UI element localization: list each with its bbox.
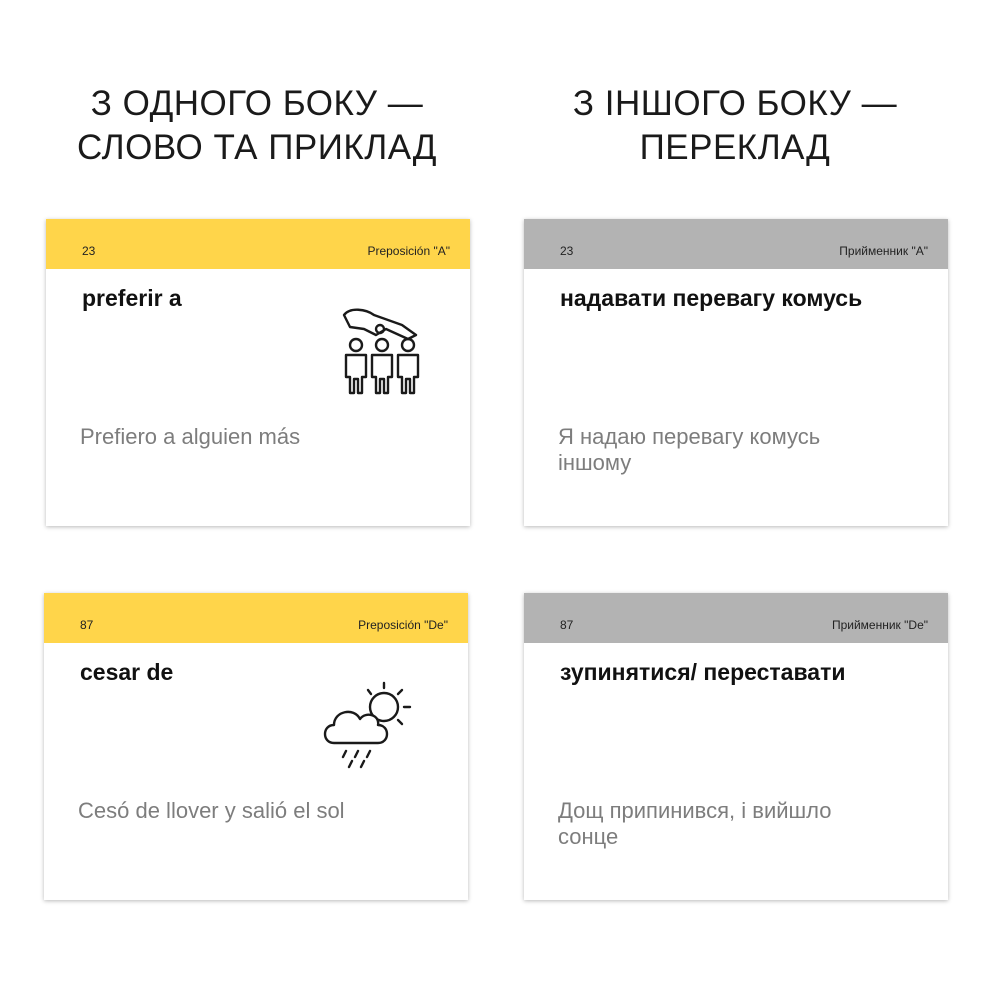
card-category: Preposición "A"	[367, 244, 450, 258]
flashcard-back-preferir	[524, 219, 948, 526]
card-word: зупинятися/ переставати	[560, 659, 846, 685]
sun-cloud-rain-icon	[318, 677, 422, 777]
flashcard-back-cesar	[524, 593, 948, 900]
people-carrying-person-icon	[336, 305, 428, 395]
card-category: Прийменник "А"	[839, 244, 928, 258]
card-number: 23	[560, 244, 574, 258]
heading-line: З ІНШОГО БОКУ —	[572, 84, 898, 123]
card-example: Дощ припинився, і вийшло сонце	[558, 798, 832, 849]
heading-word-side	[42, 82, 472, 170]
card-category: Прийменник "De"	[831, 618, 928, 632]
card-word: preferir a	[82, 285, 182, 311]
card-number: 23	[82, 244, 96, 258]
card-example: Prefiero a alguien más	[80, 424, 301, 449]
card-number: 87	[80, 618, 94, 632]
heading-translation-side	[520, 82, 950, 170]
card-word: cesar de	[80, 659, 174, 685]
flashcard-front-cesar	[44, 593, 468, 900]
heading-line: З ОДНОГО БОКУ —	[90, 84, 424, 123]
card-category: Preposición "De"	[358, 618, 448, 632]
heading-line: ПЕРЕКЛАД	[639, 128, 831, 167]
card-example: Cesó de llover y salió el sol	[78, 798, 345, 823]
flashcard-front-preferir	[46, 219, 470, 526]
card-word: надавати перевагу комусь	[560, 285, 863, 311]
heading-line: СЛОВО ТА ПРИКЛАД	[77, 128, 437, 167]
card-example: Я надаю перевагу комусь іншому	[558, 424, 821, 475]
card-number: 87	[560, 618, 574, 632]
